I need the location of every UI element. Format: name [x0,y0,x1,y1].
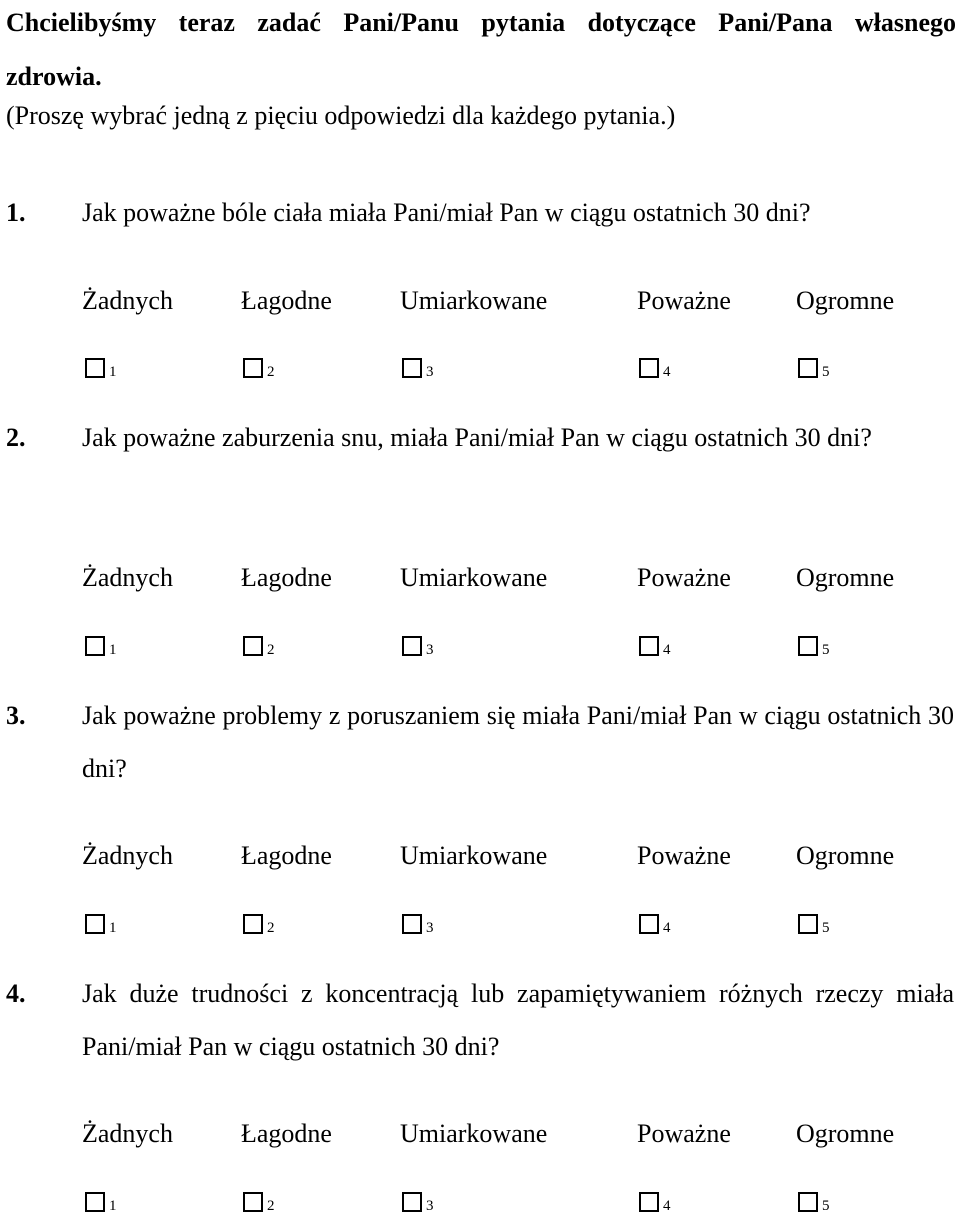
label-severe: Poważne [637,286,731,315]
question-text: Jak duże trudności z koncentracją lub zapamiętywaniem różnych rzeczy miała Pani/miał Pan w ciągu ostatnich 30 dni? [82,979,954,1061]
option-number: 3 [426,920,434,936]
label-none: Żadnych [82,1119,173,1148]
intro-title: Chcielibyśmy teraz zadać Pani/Panu pytania dotyczące Pani/Pana własnego zdrowia. [6,8,956,91]
option-number: 1 [109,642,117,658]
label-moderate: Umiarkowane [400,1119,548,1148]
option-number: 2 [267,364,275,380]
label-extreme: Ogromne [796,1119,895,1148]
question-text: Jak poważne problemy z poruszaniem się miała Pani/miał Pan w ciągu ostatnich 30 dni? [82,701,954,783]
label-severe: Poważne [637,1119,731,1148]
label-severe: Poważne [637,841,731,870]
answer-options [0,911,960,941]
label-moderate: Umiarkowane [400,841,548,870]
checkbox[interactable] [639,636,659,656]
checkbox[interactable] [402,1192,422,1212]
checkbox[interactable] [798,636,818,656]
label-extreme: Ogromne [796,286,895,315]
option-number: 4 [663,920,671,936]
option-number: 2 [267,642,275,658]
label-extreme: Ogromne [796,563,895,592]
option-number: 2 [267,920,275,936]
option-number: 5 [822,1198,830,1214]
question-text: Jak poważne zaburzenia snu, miała Pani/miał Pan w ciągu ostatnich 30 dni? [82,423,872,452]
option-number: 1 [109,920,117,936]
checkbox[interactable] [85,358,105,378]
checkbox[interactable] [402,914,422,934]
checkbox[interactable] [85,1192,105,1212]
checkbox[interactable] [402,358,422,378]
answer-options [0,633,960,663]
label-none: Żadnych [82,841,173,870]
label-mild: Łagodne [241,563,332,592]
option-number: 1 [109,1198,117,1214]
checkbox[interactable] [798,1192,818,1212]
intro-instruction: (Proszę wybrać jedną z pięciu odpowiedzi dla każdego pytania.) [6,101,676,130]
question-number: 1. [6,198,26,227]
option-number: 3 [426,642,434,658]
label-none: Żadnych [82,563,173,592]
option-number: 1 [109,364,117,380]
option-number: 5 [822,920,830,936]
label-moderate: Umiarkowane [400,563,548,592]
option-number: 4 [663,642,671,658]
checkbox[interactable] [798,914,818,934]
option-number: 3 [426,1198,434,1214]
label-extreme: Ogromne [796,841,895,870]
checkbox[interactable] [639,1192,659,1212]
checkbox[interactable] [798,358,818,378]
label-mild: Łagodne [241,841,332,870]
checkbox[interactable] [402,636,422,656]
question-number: 4. [6,979,26,1008]
label-mild: Łagodne [241,1119,332,1148]
checkbox[interactable] [243,358,263,378]
answer-options [0,355,960,385]
checkbox[interactable] [639,358,659,378]
checkbox[interactable] [85,636,105,656]
question-number: 3. [6,701,26,730]
label-severe: Poważne [637,563,731,592]
option-number: 4 [663,1198,671,1214]
answer-options [0,1189,960,1219]
question-text: Jak poważne bóle ciała miała Pani/miał Pan w ciągu ostatnich 30 dni? [82,198,811,227]
label-mild: Łagodne [241,286,332,315]
checkbox[interactable] [243,914,263,934]
checkbox[interactable] [243,636,263,656]
option-number: 3 [426,364,434,380]
label-moderate: Umiarkowane [400,286,548,315]
checkbox[interactable] [639,914,659,934]
option-number: 4 [663,364,671,380]
option-number: 5 [822,642,830,658]
option-number: 2 [267,1198,275,1214]
checkbox[interactable] [243,1192,263,1212]
option-number: 5 [822,364,830,380]
label-none: Żadnych [82,286,173,315]
question-number: 2. [6,423,26,452]
checkbox[interactable] [85,914,105,934]
